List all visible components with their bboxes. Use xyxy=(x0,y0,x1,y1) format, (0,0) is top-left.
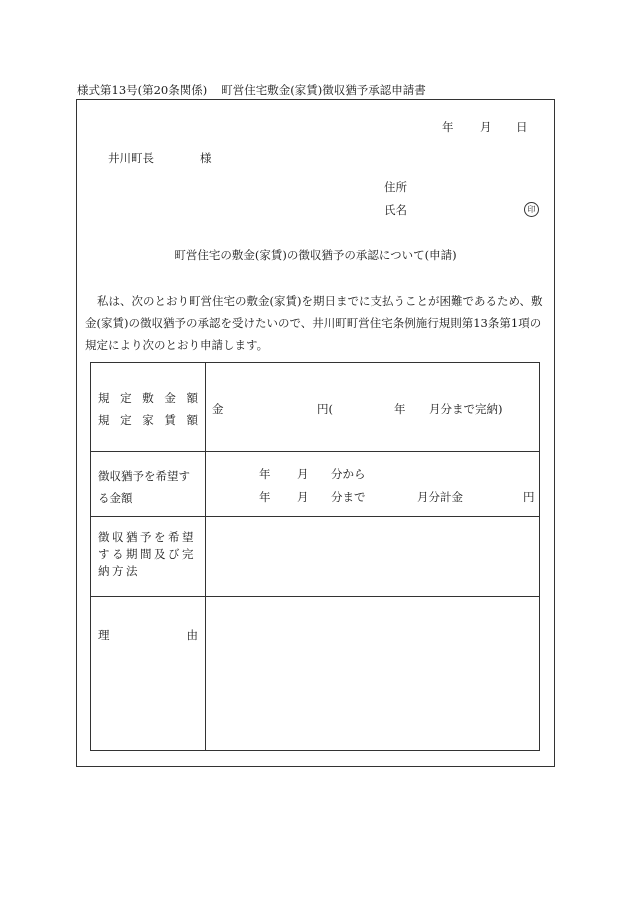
amount-kin: 金 xyxy=(212,402,224,416)
form-header xyxy=(77,82,426,98)
label-rent-amount: 規 定 家 賃 額 xyxy=(98,413,198,427)
deferral-to: 分まで xyxy=(331,490,366,504)
deferral-to-year: 年 xyxy=(259,490,271,504)
label-deferral-period-method: 徴収猶予を希望する期間及び完納方法 xyxy=(98,530,196,578)
name-label: 氏名 xyxy=(384,203,407,217)
table-row-divider xyxy=(91,451,539,452)
address-label: 住所 xyxy=(384,180,407,194)
amount-month-paid: 月分まで完納) xyxy=(429,402,503,416)
deferral-total-yen: 円 xyxy=(523,490,535,504)
deferral-total-months: 月分計金 xyxy=(417,490,463,504)
date-month-label: 月 xyxy=(480,120,492,134)
table-column-divider xyxy=(205,363,206,750)
form-number: 様式第13号(第20条関係) xyxy=(77,83,208,97)
date-day-label: 日 xyxy=(516,120,528,134)
body-paragraph: 私は、次のとおり町営住宅の敷金(家賃)を期日までに支払うことが困難であるため、敷金(家賃)の徴収猶予の承認を受けたいので、井川町町営住宅条例施行規則第13条第1項の規定により次のとおり申請します。 xyxy=(85,294,543,352)
label-deposit-amount: 規 定 敷 金 額 xyxy=(98,391,198,405)
label-reason: 理 由 xyxy=(98,628,198,642)
addressee-name: 井川町長 xyxy=(108,151,154,165)
deferral-from-month: 月 xyxy=(297,467,309,481)
deferral-from-year: 年 xyxy=(259,467,271,481)
application-table xyxy=(90,362,540,751)
subject-line: 町営住宅の敷金(家賃)の徴収猶予の承認について(申請) xyxy=(174,248,457,262)
deferral-from: 分から xyxy=(331,467,366,481)
amount-yen-paren: 円( xyxy=(317,402,333,416)
table-row-divider xyxy=(91,596,539,597)
amount-year: 年 xyxy=(394,402,406,416)
seal-mark: 印 xyxy=(524,202,539,217)
label-deferral-amount: 徴収猶予を希望する金額 xyxy=(98,469,190,505)
addressee-honorific: 様 xyxy=(200,151,212,165)
form-title: 町営住宅敷金(家賃)徴収猶予承認申請書 xyxy=(221,83,426,97)
deferral-to-month: 月 xyxy=(297,490,309,504)
table-row-divider xyxy=(91,516,539,517)
date-year-label: 年 xyxy=(442,120,454,134)
